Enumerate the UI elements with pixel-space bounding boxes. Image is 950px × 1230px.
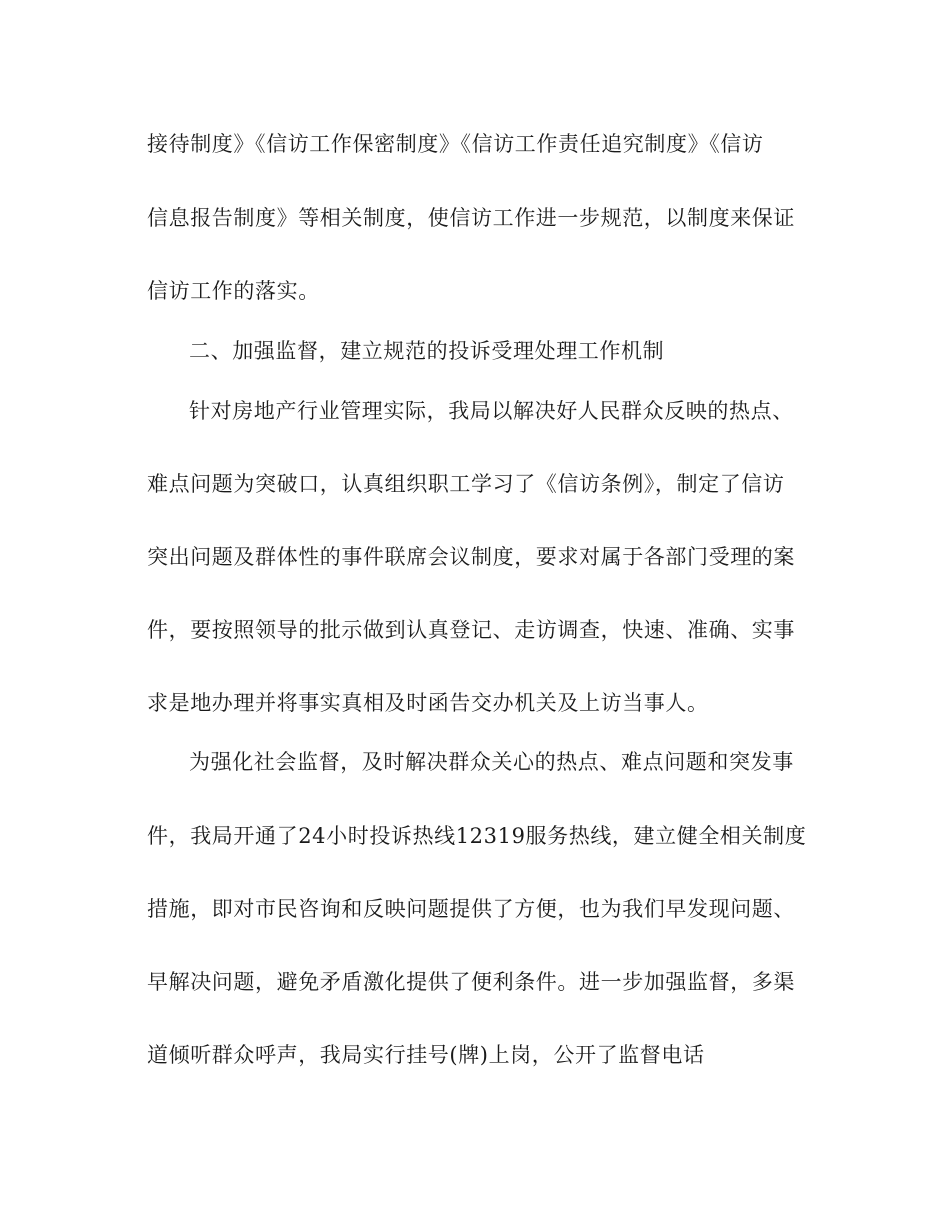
text-line: 道倾听群众呼声，我局实行挂号(牌)上岗，公开了监督电话: [147, 1043, 705, 1067]
text-line: 信息报告制度》等相关制度，使信访工作进一步规范，以制度来保证: [147, 206, 795, 230]
text-line: 件，我局开通了24小时投诉热线12319服务热线，建立健全相关制度: [147, 824, 807, 848]
text-line: 为强化社会监督，及时解决群众关心的热点、难点问题和突发事: [189, 750, 794, 774]
text-line: 接待制度》《信访工作保密制度》《信访工作责任追究制度》《信访: [147, 132, 764, 156]
text-line: 突出问题及群体性的事件联席会议制度，要求对属于各部门受理的案: [147, 545, 795, 569]
text-line: 求是地办理并将事实真相及时函告交办机关及上访当事人。: [147, 691, 709, 715]
section-heading: 二、加强监督，建立规范的投诉受理处理工作机制: [189, 339, 665, 363]
text-line: 件，要按照领导的批示做到认真登记、走访调查，快速、准确、实事: [147, 618, 795, 642]
text-line: 措施，即对市民咨询和反映问题提供了方便，也为我们早发现问题、: [147, 897, 795, 921]
text-line: 难点问题为突破口，认真组织职工学习了《信访条例》，制定了信访: [147, 472, 785, 496]
text-line: 信访工作的落实。: [147, 279, 320, 303]
text-line: 早解决问题，避免矛盾激化提供了便利条件。进一步加强监督，多渠: [147, 970, 795, 994]
text-line: 针对房地产行业管理实际，我局以解决好人民群众反映的热点、: [189, 399, 794, 423]
